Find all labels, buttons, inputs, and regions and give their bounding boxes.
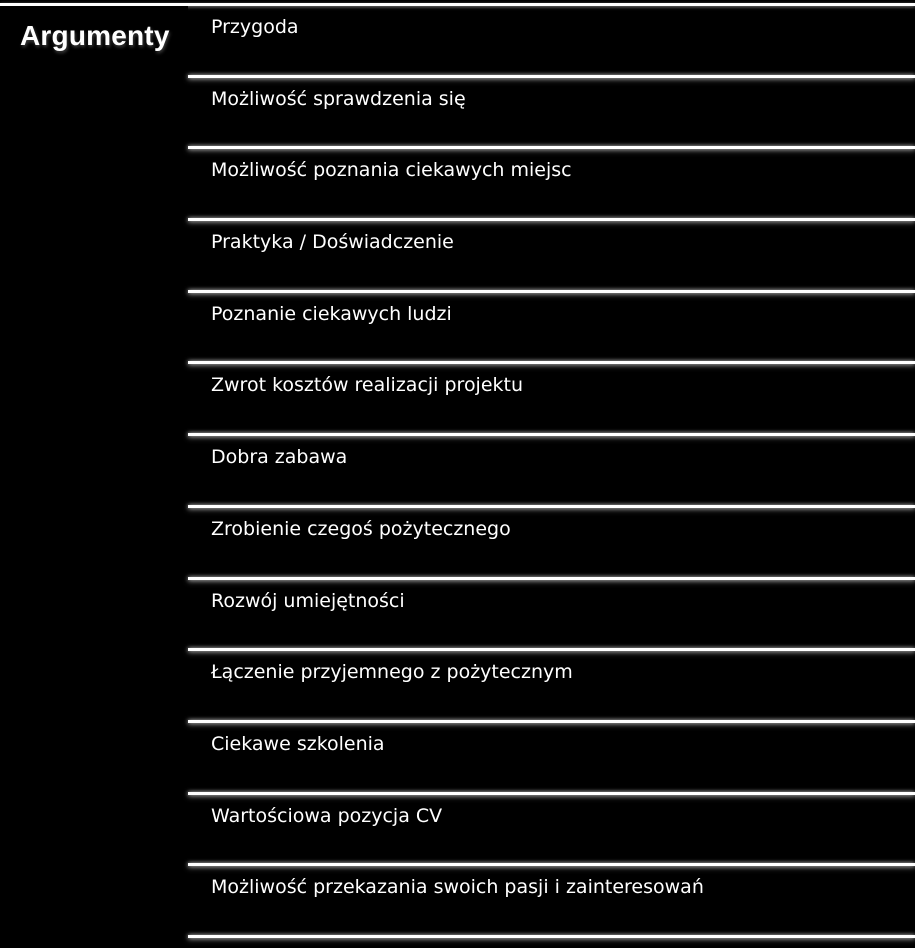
argument-label: Łączenie przyjemnego z pożytecznym	[211, 661, 573, 684]
argument-label: Dobra zabawa	[211, 446, 348, 469]
argument-label: Możliwość sprawdzenia się	[211, 87, 466, 110]
argument-label: Ciekawe szkolenia	[211, 732, 385, 755]
table-row	[188, 6, 915, 78]
argument-label: Rozwój umiejętności	[211, 589, 405, 612]
table-row	[188, 866, 915, 938]
arguments-list	[188, 6, 915, 948]
table-row	[188, 508, 915, 580]
table-row	[188, 293, 915, 365]
row-separator	[188, 935, 915, 938]
table-row	[188, 580, 915, 652]
table-row	[188, 723, 915, 795]
argument-label: Zwrot kosztów realizacji projektu	[211, 374, 524, 397]
argument-label: Przygoda	[211, 16, 299, 38]
argument-label: Poznanie ciekawych ludzi	[211, 302, 452, 325]
table-row	[188, 78, 915, 150]
argument-label: Możliwość przekazania swoich pasji i zainteresowań	[211, 876, 704, 899]
table-row	[188, 149, 915, 221]
argument-label: Wartościowa pozycja CV	[211, 804, 443, 827]
argument-label: Możliwość poznania ciekawych miejsc	[211, 159, 572, 182]
table-header-title: Argumenty	[20, 20, 170, 51]
table-row	[188, 364, 915, 436]
argument-label: Praktyka / Doświadczenie	[211, 231, 454, 254]
argument-label: Zrobienie czegoś pożytecznego	[211, 517, 511, 540]
table-row	[188, 795, 915, 867]
table-row	[188, 651, 915, 723]
table-row	[188, 221, 915, 293]
table-row	[188, 436, 915, 508]
table-header-cell	[0, 6, 188, 948]
